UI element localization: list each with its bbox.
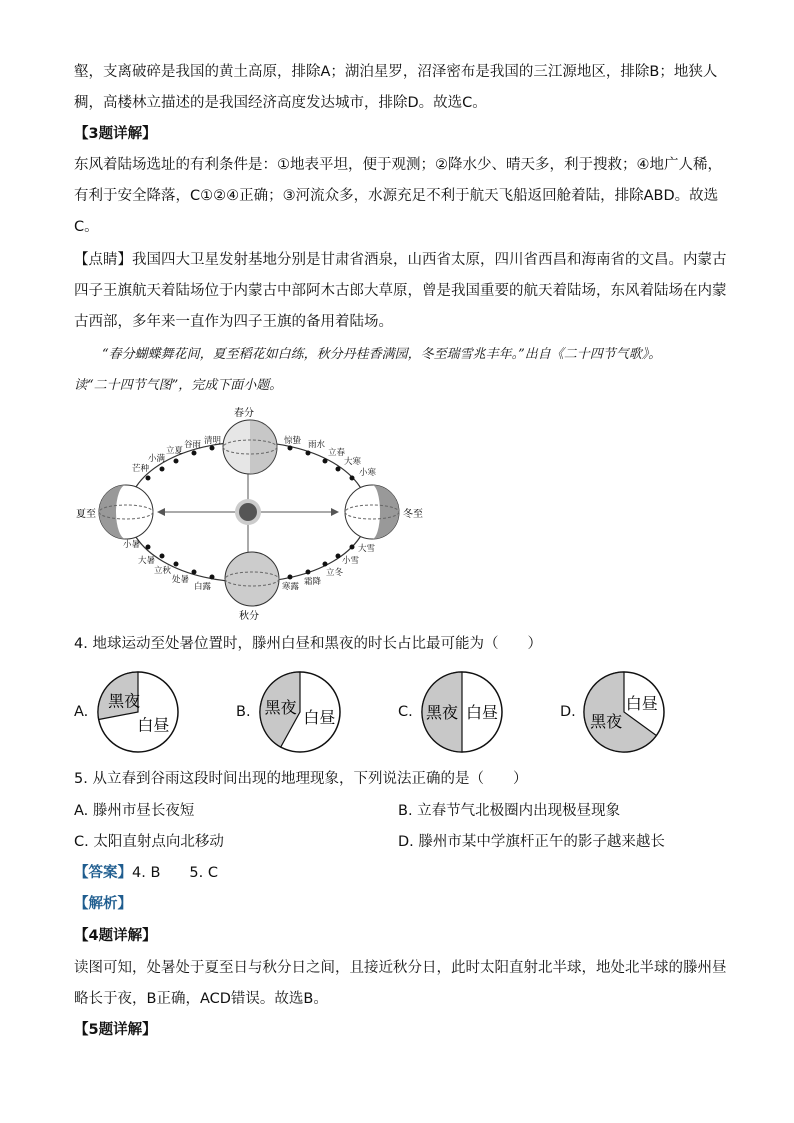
- solar-terms-diagram: [76, 405, 436, 625]
- q5-option-b[interactable]: B. 立春节气北极圈内出现极昼现象: [398, 803, 621, 819]
- term-label: 立夏: [166, 446, 184, 456]
- pie-night-label: 黑夜: [108, 691, 141, 711]
- tip-line-3: 古西部，多年来一直作为四子王旗的备用着陆场。: [74, 314, 393, 330]
- term-label: 雨水: [308, 440, 326, 450]
- q4-option-pie[interactable]: [96, 670, 180, 754]
- answer-text: 4. B 5. C: [132, 865, 218, 881]
- q4-option-letter[interactable]: D.: [560, 704, 576, 720]
- earth-spring-equinox: [223, 420, 277, 474]
- term-label: 清明: [204, 436, 222, 446]
- term-label: 白露: [194, 582, 212, 592]
- term-label: 谷雨: [184, 440, 202, 450]
- term-label: 立冬: [326, 568, 344, 578]
- q4-stem: 4. 地球运动至处暑位置时，滕州白昼和黑夜的时长占比最可能为（ ）: [74, 636, 542, 652]
- term-label: 小寒: [359, 468, 377, 478]
- term-label: 惊蛰: [284, 436, 302, 446]
- q5-stem: 5. 从立春到谷雨这段时间出现的地理现象，下列说法正确的是（ ）: [74, 771, 528, 787]
- term-label: 大雪: [358, 544, 376, 554]
- label-winter: 冬至: [403, 509, 423, 520]
- q4-detail-line-2: 略长于夜，B正确，ACD错误。故选B。: [74, 991, 328, 1007]
- poem-line: “春分蝴蝶舞花间，夏至稻花如白练，秋分丹桂香满园，冬至瑞雪兆丰年。”出自《二十四节气歌》。: [102, 347, 662, 362]
- pie-day-label: 白昼: [465, 703, 499, 722]
- label-spring: 春分: [234, 408, 254, 419]
- pie-day-label: 白昼: [137, 715, 170, 735]
- q3-detail-title: 【3题详解】: [74, 126, 157, 142]
- q4-option-pie[interactable]: [258, 670, 342, 754]
- pie-night-label: 黑夜: [264, 698, 297, 718]
- term-label: 立秋: [154, 566, 172, 576]
- text-line-5: 有利于安全降落，C①②④正确；③河流众多，水源充足不利于航天飞船返回舱着陆，排除ABD。故选: [74, 188, 719, 204]
- pie-night-label: 黑夜: [590, 712, 623, 732]
- answer-label: 【答案】: [74, 865, 132, 881]
- instruction-line: 读“二十四节气图”，完成下面小题。: [74, 378, 283, 393]
- pie-night-label: 黑夜: [425, 703, 459, 722]
- q4-detail-line-1: 读图可知，处暑处于夏至日与秋分日之间，且接近秋分日，此时太阳直射北半球，地处北半球的滕州昼: [74, 960, 727, 976]
- text-line-4: 东风着陆场选址的有利条件是：①地表平坦，便于观测；②降水少、晴天多，利于搜救；④地广人稀，: [74, 157, 722, 173]
- q5-option-a[interactable]: A. 滕州市昼长夜短: [74, 803, 195, 819]
- q5-option-c[interactable]: C. 太阳直射点向北移动: [74, 834, 224, 850]
- term-label: 霜降: [304, 577, 322, 587]
- tip-line-1: 【点睛】我国四大卫星发射基地分别是甘肃省酒泉，山西省太原，四川省西昌和海南省的文昌。内蒙古: [74, 252, 727, 268]
- earth-autumn-equinox: [225, 552, 279, 606]
- q4-option-letter[interactable]: A.: [74, 704, 89, 720]
- term-label: 小雪: [342, 556, 360, 566]
- term-label: 小暑: [123, 540, 141, 550]
- term-label: 大寒: [344, 457, 362, 467]
- pie-day-label: 白昼: [303, 707, 336, 727]
- q4-option-pie[interactable]: [582, 670, 666, 754]
- analysis-label: 【解析】: [74, 896, 132, 912]
- term-label: 处暑: [172, 575, 190, 585]
- term-label: 小满: [148, 454, 166, 464]
- q4-option-pie[interactable]: [420, 670, 504, 754]
- earth-winter-solstice: [345, 485, 399, 539]
- tip-line-2: 四子王旗航天着陆场位于内蒙古中部阿木古郎大草原，曾是我国重要的航天着陆场，东风着陆场在内蒙: [74, 283, 727, 299]
- answer-line: [74, 863, 218, 883]
- text-line-2: 稠，高楼林立描述的是我国经济高度发达城市，排除D。故选C。: [74, 95, 487, 111]
- term-label: 大暑: [138, 556, 156, 566]
- earth-summer-solstice: [99, 485, 153, 539]
- q4-option-letter[interactable]: B.: [236, 704, 251, 720]
- label-autumn: 秋分: [239, 611, 259, 622]
- q4-detail-title: 【4题详解】: [74, 928, 157, 944]
- text-line-6: C。: [74, 219, 99, 235]
- text-line-1: 壑，支离破碎是我国的黄土高原，排除A；湖泊星罗，沼泽密布是我国的三江源地区，排除B；地狭人: [74, 64, 718, 80]
- q5-option-d[interactable]: D. 滕州市某中学旗杆正午的影子越来越长: [398, 834, 665, 850]
- sun-icon: [235, 499, 261, 525]
- label-summer: 夏至: [76, 509, 96, 520]
- term-label: 寒露: [282, 582, 300, 592]
- term-label: 芒种: [132, 464, 150, 474]
- pie-day-label: 白昼: [625, 693, 658, 713]
- q5-detail-title: 【5题详解】: [74, 1022, 157, 1038]
- q4-option-letter[interactable]: C.: [398, 704, 413, 720]
- term-label: 立春: [328, 448, 346, 458]
